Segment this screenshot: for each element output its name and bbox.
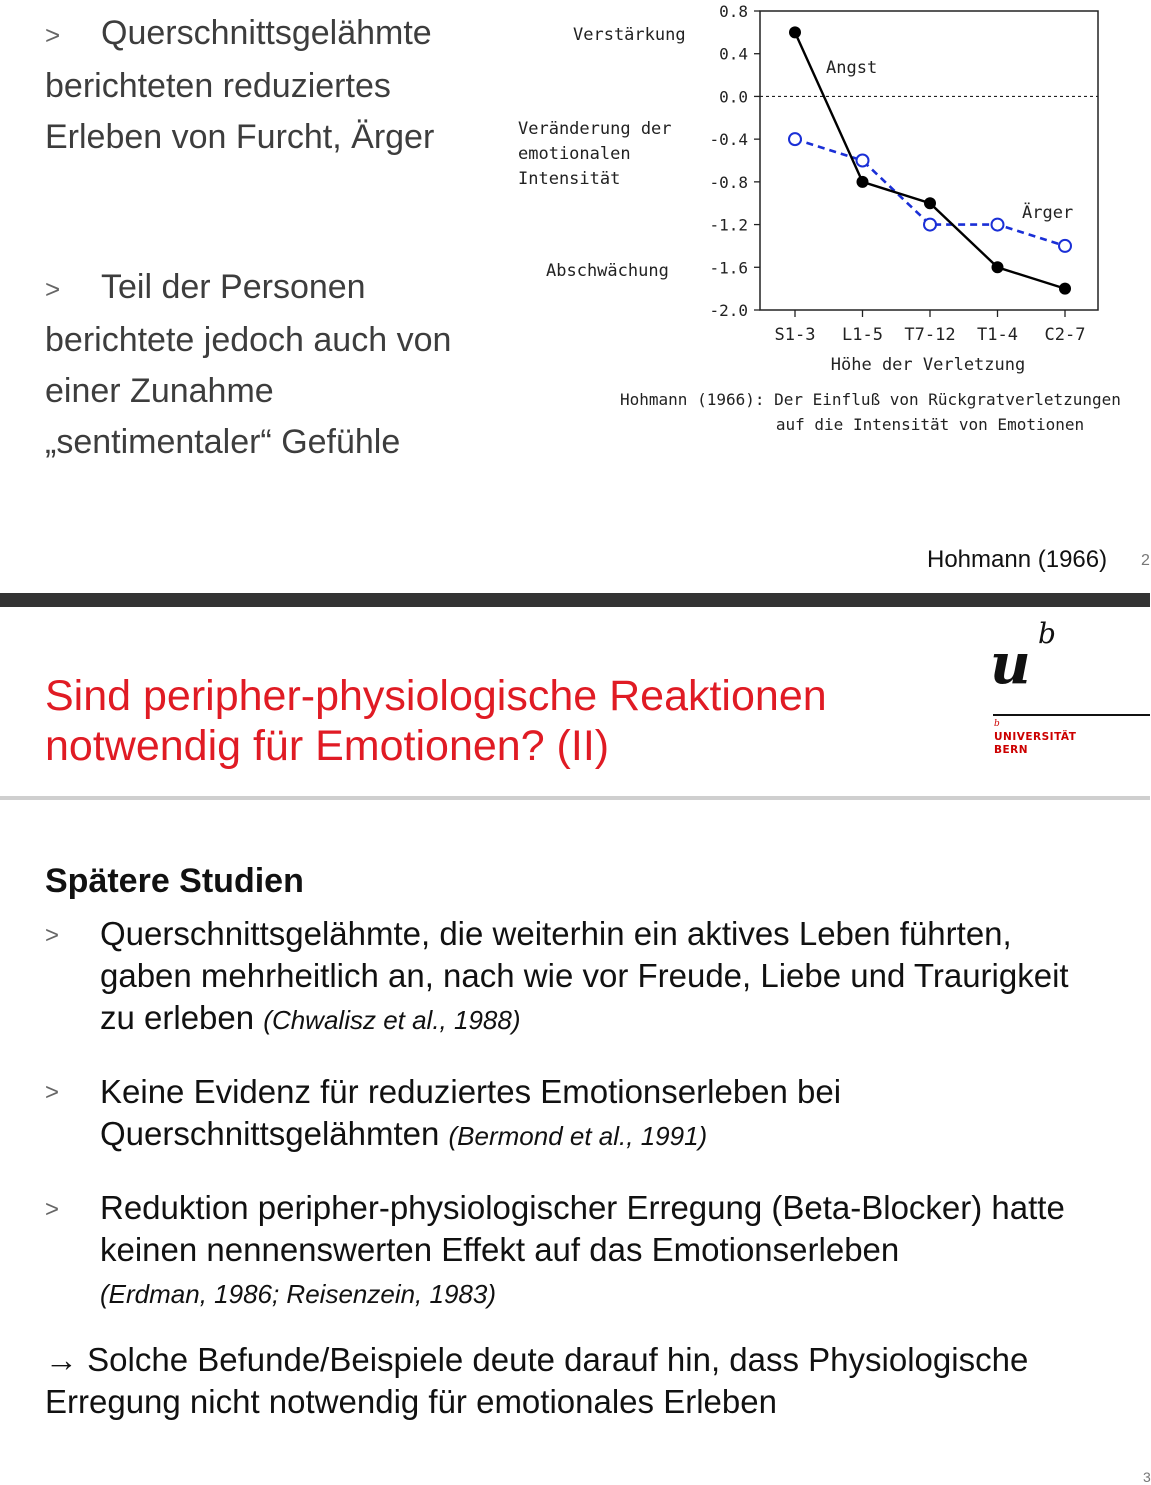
- top-slide: [0, 0, 1150, 593]
- bullet-marker: >: [45, 922, 60, 949]
- y-bottom-label: Abschwächung: [546, 261, 669, 281]
- bullet-text: Querschnittsgelähmte, die weiterhin ein aktives Leben führten, gaben mehrheitlich an, nach wie vor Freude, Liebe und Traurigkeit zu erleben: [100, 915, 1069, 1036]
- y-tick-label: 0.4: [719, 44, 748, 64]
- series-label-aerger: Ärger: [1022, 203, 1074, 223]
- bullet-text: Keine Evidenz für reduziertes Emotionserleben bei Querschnittsgelähmten: [100, 1073, 842, 1152]
- x-tick-label: L1-5: [842, 325, 883, 345]
- bullet-marker: >: [45, 1196, 60, 1223]
- bullet-item: [100, 1187, 1110, 1315]
- bullet-text: berichtete jedoch auch von einer Zunahme „sentimentaler“ Gefühle: [45, 321, 452, 461]
- data-point: [924, 219, 936, 231]
- y-tick-label: 0.0: [719, 87, 748, 107]
- bullet-marker: >: [45, 1079, 60, 1106]
- chart-caption-line-1: Hohmann (1966): Der Einfluß von Rückgratverletzungen: [620, 390, 1121, 409]
- bullet-marker: >: [45, 274, 61, 304]
- plot-frame: [760, 11, 1098, 310]
- y-tick-label: -2.0: [709, 301, 748, 320]
- bullet-citation: (Erdman, 1986; Reisenzein, 1983): [100, 1279, 497, 1309]
- data-point: [1059, 283, 1071, 295]
- slide-divider: [0, 593, 1150, 607]
- page-number: 2: [1141, 552, 1150, 569]
- data-point: [1059, 240, 1071, 252]
- bullet-item: [100, 1071, 1110, 1157]
- x-tick-label: T1-4: [977, 325, 1018, 345]
- slide-title-line-1: Sind peripher-physiologische Reaktionen: [45, 672, 827, 720]
- x-tick-label: S1-3: [774, 325, 816, 345]
- x-axis-label: Höhe der Verletzung: [830, 355, 1026, 375]
- section-heading: Spätere Studien: [45, 862, 304, 900]
- data-point: [857, 155, 869, 167]
- bullet-text: berichteten reduziertes Erleben von Furcht, Ärger: [45, 67, 435, 156]
- bullet-lead: Querschnittsgelähmte: [101, 14, 432, 52]
- top-bullet-2: [45, 262, 485, 468]
- data-point: [857, 176, 869, 188]
- y-tick-label: -1.2: [709, 215, 748, 235]
- source-reference: Hohmann (1966): [927, 546, 1108, 573]
- data-point: [789, 133, 801, 145]
- y-axis-label-line-3: Intensität: [518, 169, 621, 189]
- y-tick-label: 0.8: [719, 2, 748, 21]
- bottom-slide: [0, 607, 1150, 1484]
- logo-rule: [993, 714, 1150, 716]
- bullet-item: [100, 913, 1110, 1041]
- y-axis-label-line-2: emotionalen: [518, 144, 631, 164]
- chart-caption-line-2: auf die Intensität von Emotionen: [775, 415, 1085, 434]
- y-tick-label: -0.8: [709, 172, 748, 192]
- y-top-label: Verstärkung: [573, 25, 686, 45]
- data-point: [992, 261, 1004, 273]
- bullet-citation: (Bermond et al., 1991): [448, 1121, 708, 1151]
- top-bullet-1: [45, 8, 485, 163]
- logo-letter-u: u: [990, 631, 1031, 697]
- title-rule: [0, 796, 1150, 800]
- page-number: 3: [1143, 1469, 1151, 1485]
- logo-small-b: b: [994, 719, 1000, 729]
- data-point: [992, 219, 1004, 231]
- bullet-citation: (Chwalisz et al., 1988): [263, 1005, 521, 1035]
- conclusion-text: → Solche Befunde/Beispiele deute darauf hin, dass Physiologische Erregung nicht notwendig für emotionales Erleben: [45, 1341, 1029, 1420]
- x-tick-label: T7-12: [904, 325, 956, 345]
- slide-title: [45, 671, 945, 771]
- bullet-text: Reduktion peripher-physiologischer Erregung (Beta-Blocker) hatte keinen nennenswerten Effekt auf das Emotionserleben: [100, 1189, 1065, 1268]
- y-tick-label: -1.6: [709, 258, 748, 278]
- series-label-angst: Angst: [826, 58, 878, 78]
- x-tick-label: C2-7: [1044, 325, 1086, 345]
- emotion-intensity-chart: [500, 0, 1150, 450]
- y-tick-label: -0.4: [709, 130, 748, 150]
- y-axis-label-line-1: Veränderung der: [518, 119, 672, 139]
- data-point: [924, 197, 936, 209]
- bullet-lead: Teil der Personen: [101, 268, 366, 306]
- slide-title-line-2: notwendig für Emotionen? (II): [45, 722, 610, 770]
- logo-superscript-b: b: [1038, 617, 1056, 650]
- logo-university-name: UNIVERSITÄT BERN: [994, 731, 1077, 756]
- data-point: [789, 26, 801, 38]
- bullet-marker: >: [45, 20, 61, 50]
